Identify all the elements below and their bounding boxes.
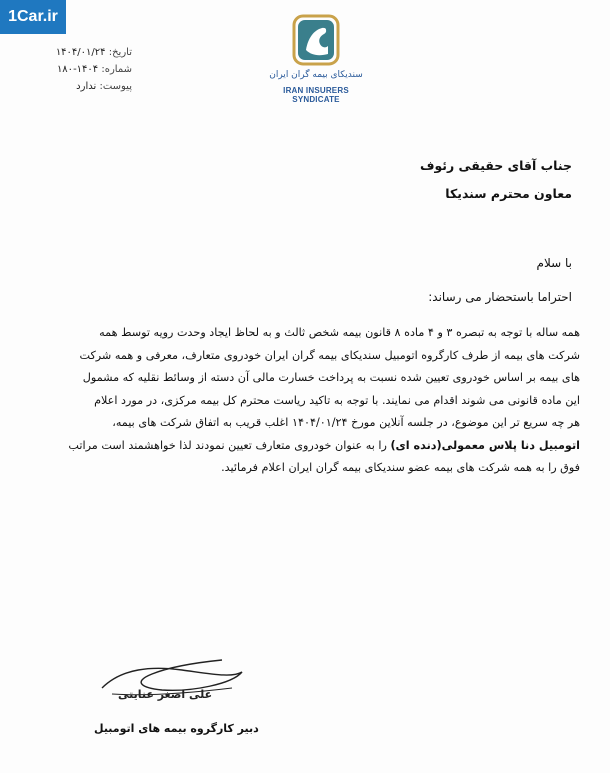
letter-meta (14, 44, 132, 95)
recipient-block (420, 152, 572, 208)
meta-date-label: تاریخ: (108, 47, 132, 58)
meta-date-value: ۱۴۰۴/۰۱/۲۴ (55, 47, 106, 58)
recipient-name: جناب آقای حقیقی رئوف (419, 158, 572, 173)
signer-title: دبیر کارگروه بیمه های اتومبیل (94, 722, 259, 735)
meta-attachment-row (14, 78, 132, 95)
org-name-fa: سندیکای بیمه گران ایران (269, 70, 363, 80)
body-line: شرکت های بیمه از طرف کارگروه اتومبیل سندیکای بیمه گران ایران خودروی متعارف، معرفی و همه شرکت (79, 348, 580, 362)
meta-date-row (14, 44, 132, 61)
body-line: هر چه سریع تر این موضوع، در جلسه آنلاین مورخ ۱۴۰۴/۰۱/۲۴ اغلب قریب به اتفاق شرکت های بیمه، (112, 416, 580, 429)
recipient-title: معاون محترم سندیکا (445, 186, 572, 201)
body-line-vehicle (32, 435, 580, 458)
intro-line: احتراما باستحضار می رساند: (428, 290, 572, 304)
site-watermark-tag[interactable]: 1Car.ir (0, 0, 66, 34)
org-name-en: IRAN INSURERS SYNDICATE (283, 86, 349, 104)
meta-attachment-value: ندارد (76, 81, 97, 92)
meta-number-row (14, 61, 132, 78)
body-line-vehicle-rest: را به عنوان خودروی متعارف تعیین نمودند لذا خواهشمند است مراتب (68, 438, 391, 452)
body-line: همه ساله با توجه به تبصره ۳ و ۴ ماده ۸ قانون بیمه شخص ثالث و به لحاظ ایجاد وحدت رویه توسط همه (99, 326, 580, 339)
meta-number-value: ۱۴۰۴-۱۸۰ (56, 64, 99, 75)
body-line: این ماده قانونی می شوند اقدام می نمایند. با توجه به تاکید ریاست محترم کل بیمه مرکزی، در مورد اعلام (94, 393, 580, 407)
letter-body (32, 322, 580, 480)
meta-attachment-label: پیوست: (99, 81, 132, 92)
greeting: با سلام (536, 256, 572, 270)
body-line: فوق را به همه شرکت های بیمه عضو سندیکای بیمه گران ایران اعلام فرمائید. (221, 461, 580, 474)
signer-name: علی اصغر عنایتی (118, 688, 213, 701)
body-line: های بیمه بر اساس خودروی تعیین شده نسبت به پرداخت خسارت مالی آن دسته از وسائط نقلیه که مشمول (82, 371, 580, 384)
meta-number-label: شماره: (101, 64, 132, 75)
vehicle-name: اتومبیل دنا پلاس معمولی(دنده ای) (390, 438, 580, 452)
